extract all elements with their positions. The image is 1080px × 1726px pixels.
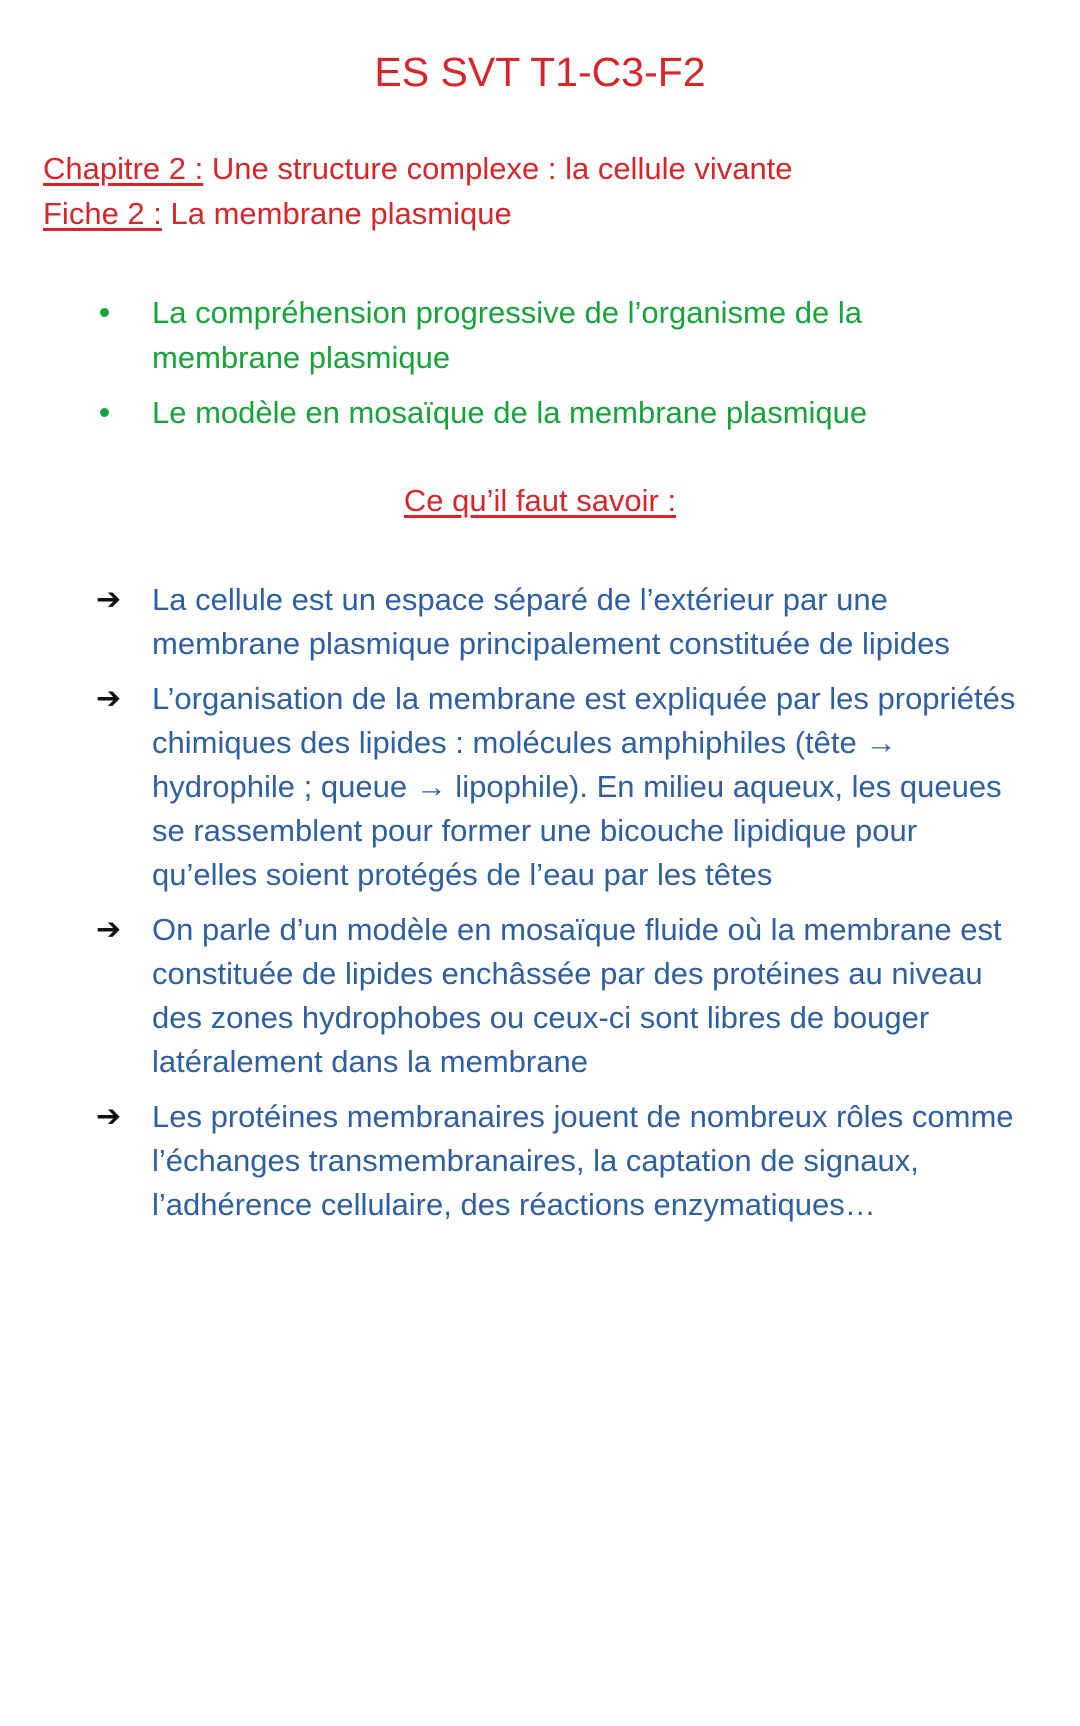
chapter-title: Une structure complexe : la cellule vivante — [203, 151, 793, 186]
sheet-title: La membrane plasmique — [161, 196, 512, 231]
sheet-line — [43, 191, 793, 236]
topic-text: La compréhension progressive de l’organisme de la membrane plasmique — [152, 295, 862, 375]
chapter-label: Chapitre 2 : — [43, 151, 204, 186]
arrow-right-icon: ➔ — [96, 912, 122, 947]
arrow-right-icon: ➔ — [96, 1099, 122, 1134]
topic-text: Le modèle en mosaïque de la membrane plasmique — [152, 395, 868, 430]
topic-item — [0, 290, 1080, 380]
facts-list — [0, 578, 1080, 1238]
topic-item — [0, 390, 1080, 435]
fact-text: La cellule est un espace séparé de l’extérieur par une membrane plasmique principalement constituée de lipides — [152, 582, 950, 661]
arrow-right-icon: ➔ — [96, 681, 122, 716]
chapter-line — [43, 146, 793, 191]
sheet-label: Fiche 2 : — [43, 196, 162, 231]
chapter-header — [43, 146, 793, 236]
section-heading-text: Ce qu’il faut savoir : — [403, 483, 677, 518]
fact-item — [0, 908, 1080, 1084]
green-dot-icon — [98, 390, 110, 435]
fact-item — [0, 578, 1080, 666]
green-dot-icon — [98, 290, 110, 335]
fact-text: L’organisation de la membrane est expliquée par les propriétés chimiques des lipides : molécules amphiphiles (tête → hydrophile ; queue → lipophile). En milieu aqueux, les queues se rassemblent pour former une bicouche lipidique pour qu’elles soient protégés de l’eau par les têtes — [152, 681, 1016, 892]
fact-text: Les protéines membranaires jouent de nombreux rôles comme l’échanges transmembranaires, la captation de signaux, l’adhérence cellulaire, des réactions enzymatiques… — [152, 1099, 1014, 1222]
fact-text: On parle d’un modèle en mosaïque fluide où la membrane est constituée de lipides enchâssée par des protéines au niveau des zones hydrophobes ou ceux-ci sont libres de bouger latéralement dans la membrane — [152, 912, 1002, 1079]
fact-item — [0, 677, 1080, 897]
topics-list — [0, 290, 1080, 445]
fact-item — [0, 1095, 1080, 1227]
page-title: ES SVT T1-C3-F2 — [374, 49, 706, 95]
section-heading — [0, 478, 1080, 523]
arrow-right-icon: ➔ — [96, 582, 122, 617]
